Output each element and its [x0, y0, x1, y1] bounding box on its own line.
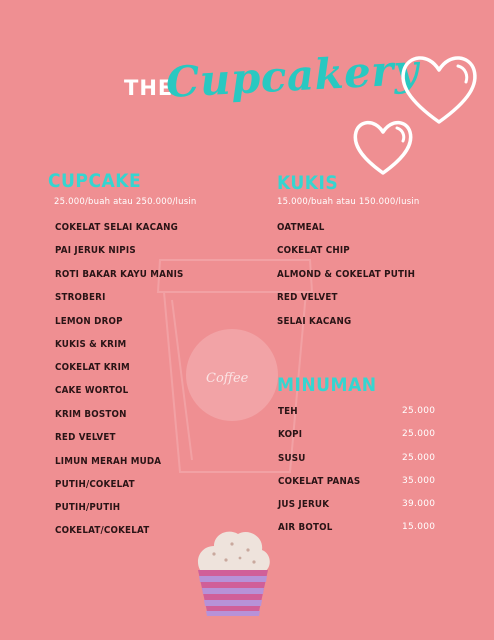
cupcake-item: COKELAT KRIM — [55, 362, 130, 373]
cupcake-item: RED VELVET — [55, 432, 116, 443]
cupcake-item: PAI JERUK NIPIS — [55, 245, 136, 256]
cupcake-section-title: CUPCAKE — [48, 170, 142, 192]
cupcake-item: LEMON DROP — [55, 316, 123, 327]
cupcake-item: PUTIH/COKELAT — [55, 479, 135, 490]
kukis-item: OATMEAL — [277, 222, 325, 233]
kukis-item: SELAI KACANG — [277, 316, 352, 327]
drink-name: JUS JERUK — [278, 499, 330, 510]
cupcake-item: COKELAT SELAI KACANG — [55, 222, 179, 233]
drink-name: SUSU — [278, 453, 306, 464]
kukis-item: RED VELVET — [277, 292, 338, 303]
kukis-item: ALMOND & COKELAT PUTIH — [277, 269, 416, 280]
drink-name: COKELAT PANAS — [278, 476, 361, 487]
drink-price: 25.000 — [402, 429, 436, 439]
drink-price: 25.000 — [402, 406, 436, 416]
drink-name: TEH — [278, 406, 298, 417]
drink-price: 25.000 — [402, 453, 436, 463]
cupcake-item: KUKIS & KRIM — [55, 339, 127, 350]
drink-price: 35.000 — [402, 476, 436, 486]
cupcake-price-note: 25.000/buah atau 250.000/lusin — [54, 197, 197, 207]
cupcake-illustration — [192, 524, 274, 620]
kukis-section-title: KUKIS — [277, 172, 339, 194]
drink-price: 15.000 — [402, 522, 436, 532]
drink-name: AIR BOTOL — [278, 522, 333, 533]
brand-the: THE — [124, 76, 174, 100]
cupcake-item: ROTI BAKAR KAYU MANIS — [55, 269, 184, 280]
cupcake-item: COKELAT/COKELAT — [55, 525, 150, 536]
cupcake-item: LIMUN MERAH MUDA — [55, 456, 162, 467]
brand-name: Cupcakery — [164, 44, 420, 107]
cupcake-item: CAKE WORTOL — [55, 385, 129, 396]
kukis-price-note: 15.000/buah atau 150.000/lusin — [277, 197, 420, 207]
cupcake-item: STROBERI — [55, 292, 106, 303]
minuman-section-title: MINUMAN — [277, 374, 377, 396]
kukis-item: COKELAT CHIP — [277, 245, 350, 256]
coffee-cup-watermark-text: Coffee — [206, 371, 249, 386]
drink-name: KOPI — [278, 429, 303, 440]
drink-price: 39.000 — [402, 499, 436, 509]
cupcake-item: PUTIH/PUTIH — [55, 502, 121, 513]
cupcake-item: KRIM BOSTON — [55, 409, 127, 420]
heart-outline-icon — [350, 116, 416, 178]
